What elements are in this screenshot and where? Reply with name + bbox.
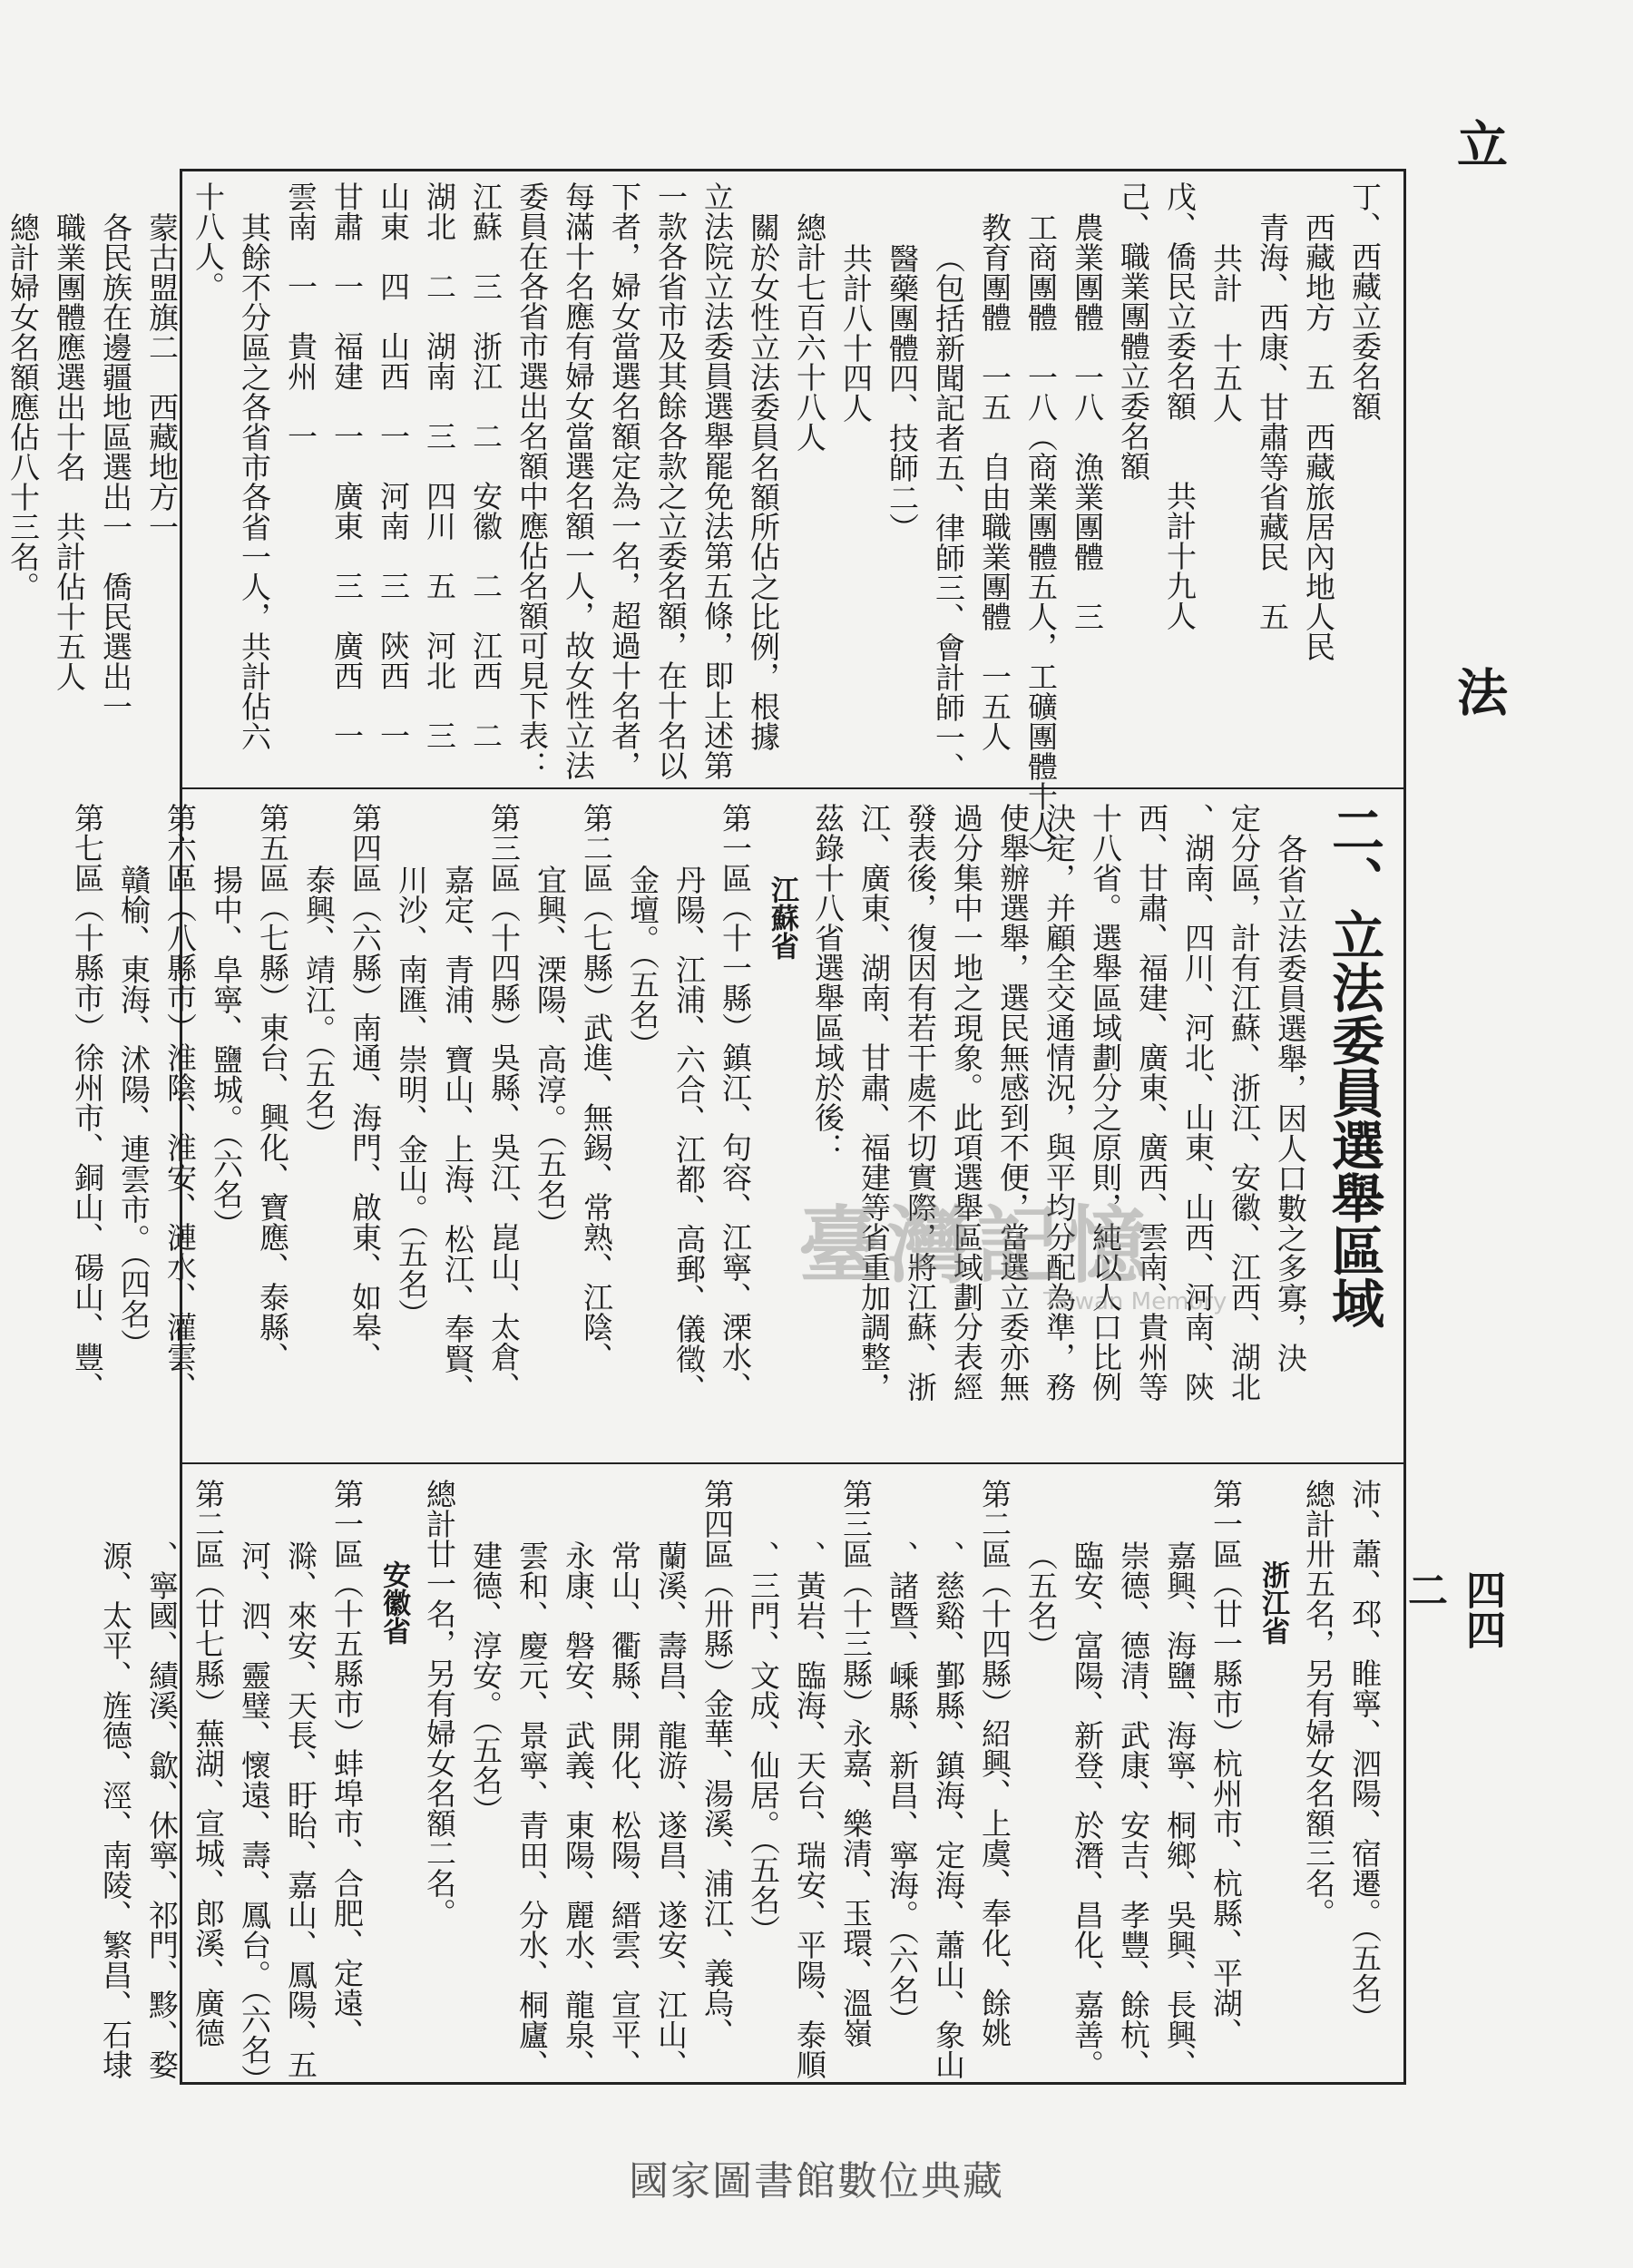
text-line: 青海、西康、甘肅等省藏民 五: [1255, 212, 1290, 631]
text-line: 委員在各省市選出名額中應佔名額可見下表：: [514, 181, 550, 780]
divider-top: [180, 787, 1406, 789]
text-line: 總計廿一名，另有婦女名額二名。: [422, 1479, 457, 1928]
text-line: 、湖南、四川、河北、山東、山西、河南、陝: [1180, 803, 1216, 1402]
text-line: 嘉定、青浦、寶山、上海、松江、奉賢、: [440, 865, 475, 1403]
bottom-panel: [98, 1479, 1388, 2095]
footer-caption: 國家圖書館數位典藏: [629, 2158, 1004, 2204]
text-line: 泰興、靖江。（五名）: [301, 865, 337, 1149]
divider-bottom: [180, 1462, 1406, 1464]
text-line: 江蘇 三 浙江 二 安徽 二 江西 二: [468, 181, 504, 750]
text-line: 十八人。: [191, 181, 226, 301]
header-char-1: 立: [1449, 118, 1509, 169]
text-line: 農業團體 一八 漁業團體 三: [1070, 212, 1105, 631]
text-line: 決定，并顧全交通情況，與平均分配為準，務: [1041, 803, 1077, 1402]
text-line: 雲南 一 貴州 一: [283, 181, 318, 451]
text-line: 、三門、文成、仙居。（五名）: [746, 1540, 781, 1945]
top-panel: [5, 181, 1388, 871]
text-line: （五名）: [1023, 1540, 1059, 1660]
text-line: 滁、來安、天長、盱眙、嘉山、鳳陽、五: [283, 1540, 318, 2079]
text-line: 山東 四 山西 一 河南 三 陝西 一: [376, 181, 411, 750]
text-line: 沛、蕭、邳、睢寧、泗陽、宿遷。（五名）: [1347, 1479, 1383, 2033]
text-line: 臨安、富陽、新登、於潛、昌化、嘉善。: [1070, 1540, 1105, 2079]
text-line: 、寧國、績溪、歙、休寧、祁門、黟、婺: [144, 1540, 180, 2079]
text-line: 總計婦女名額應佔八十三名。: [5, 212, 41, 601]
text-line: 常山、衢縣、開化、松陽、縉雲、宣平、: [607, 1540, 642, 2079]
section-title: 二、立法委員選舉區域: [1323, 803, 1384, 1329]
text-line: 第四區（六縣）南通、海門、啟東、如皋、: [347, 803, 383, 1372]
text-line: 每滿十名應有婦女當選名額一人，故女性立法: [561, 181, 596, 780]
page-number: 四四二: [1401, 1569, 1505, 1649]
text-line: 定分區，計有江蘇、浙江、安徽、江西、湖北: [1227, 803, 1262, 1402]
text-line: 一款各省市及其餘各款之立委名額，在十名以: [653, 181, 689, 780]
text-line: 立法院立法委員選舉罷免法第五條，即上述第: [699, 181, 735, 780]
text-line: 金壇。（五名）: [625, 865, 660, 1060]
text-line: 蘭溪、壽昌、龍游、遂昌、遂安、江山、: [653, 1540, 689, 2079]
text-line: 西藏地方 五 西藏旅居內地人民: [1301, 212, 1336, 661]
text-line: 第三區（十三縣）永嘉、樂清、玉環、溫嶺: [838, 1479, 874, 2048]
text-line: 醫藥團體四、技師二）: [885, 243, 920, 543]
text-line: 發表後，復因有若干處不切實際，將江蘇、浙: [903, 803, 938, 1402]
text-line: 工商團體 一八（商業團體五人，工礦團體十人）: [1023, 212, 1059, 871]
text-line: 丹陽、江浦、六合、江都、高郵、儀徵、: [671, 865, 707, 1403]
text-line: 第一區（廿一縣市）杭州市、杭縣、平湖、: [1208, 1479, 1244, 2048]
text-line: 西、甘肅、福建、廣東、廣西、雲南、貴州等: [1134, 803, 1169, 1402]
text-line: 十八省。選舉區域劃分之原則，純以人口比例: [1088, 803, 1123, 1402]
text-line: 建德、淳安。（五名）: [468, 1540, 504, 1825]
text-line: 、慈谿、鄞縣、鎮海、定海、蕭山、象山: [931, 1540, 966, 2079]
text-line: 湖北 二 湖南 三 四川 五 河北 三: [422, 181, 457, 750]
text-line: 江、廣東、湖南、甘肅、福建等省重加調整，: [856, 803, 892, 1402]
text-line: 第五區（七縣）東台、興化、寶應、泰縣、: [255, 803, 290, 1372]
text-line: 源、太平、旌德、涇、南陵、繁昌、石埭: [98, 1540, 133, 2079]
text-line: 共計 十五人: [1208, 243, 1244, 423]
text-line: 各民族在邊疆地區選出一 僑民選出一: [98, 212, 133, 721]
text-line: 第二區（廿七縣）蕪湖、宣城、郎溪、廣德: [191, 1479, 226, 2048]
text-line: 崇德、德清、武康、安吉、孝豐、餘杭、: [1116, 1540, 1151, 2079]
text-line: 下者，婦女當選名額定為一名，超過十名者，: [607, 181, 642, 780]
text-line: （包括新聞記者五、律師三、會計師一、: [931, 243, 966, 782]
text-line: 嘉興、海鹽、海寧、桐鄉、吳興、長興、: [1162, 1540, 1198, 2079]
text-line: 第六區（八縣市）淮陰、淮安、漣水、灌雲、: [162, 803, 198, 1402]
text-line: 川沙、南匯、崇明、金山。（五名）: [394, 865, 429, 1329]
text-line: 丁、西藏立委名額: [1347, 181, 1383, 421]
text-line: 己、職業團體立委名額: [1116, 181, 1151, 481]
running-header: [1415, 118, 1515, 717]
text-line: 第三區（十四縣）吳縣、吳江、崑山、太倉、: [486, 803, 522, 1402]
province-heading: 江蘇省: [766, 875, 798, 960]
text-line: 過分集中一地之現象。此項選舉區域劃分表經: [949, 803, 984, 1402]
text-line: 蒙古盟旗二 西藏地方一: [144, 212, 180, 542]
text-line: 揚中、阜寧、鹽城。（六名）: [209, 865, 244, 1239]
text-line: 第一區（十一縣）鎮江、句容、江寧、溧水、: [718, 803, 753, 1402]
text-line: 第二區（十四縣）紹興、上虞、奉化、餘姚: [977, 1479, 1012, 2048]
watermark-subtext: Taiwan Memory: [1043, 1288, 1227, 1315]
text-line: 總計七百六十八人: [792, 212, 827, 452]
text-line: 第一區（十五縣市）蚌埠市、合肥、定遠、: [329, 1479, 365, 2048]
text-line: 永康、磐安、武義、東陽、麗水、龍泉、: [561, 1540, 596, 2079]
text-line: 河、泗、靈璧、懷遠、壽、鳳台。（六名）: [237, 1540, 272, 2095]
text-line: 贛榆、東海、沭陽、連雲市。（四名）: [116, 865, 152, 1359]
text-line: 使舉辦選舉，選民無感到不便，當選立委亦無: [995, 803, 1031, 1402]
text-line: 第二區（七縣）武進、無錫、常熟、江陰、: [579, 803, 614, 1372]
text-line: 職業團體應選出十名 共計佔十五人: [52, 212, 87, 691]
text-line: 茲錄十八省選舉區域於後：: [810, 803, 846, 1162]
text-line: 第七區（十縣市）徐州市、銅山、碭山、豐、: [70, 803, 105, 1402]
text-line: 、黃岩、臨海、天台、瑞安、平陽、泰順: [792, 1540, 827, 2079]
province-heading: 浙江省: [1257, 1560, 1289, 1645]
text-line: 第四區（卅縣）金華、湯溪、浦江、義烏、: [699, 1479, 735, 2048]
header-char-2: 法: [1449, 666, 1509, 717]
text-line: 甘肅 一 福建 一 廣東 三 廣西 一: [329, 181, 365, 750]
text-line: 各省立法委員選舉，因人口數之多寡，決: [1273, 834, 1308, 1373]
text-line: 宜興、溧陽、高淳。（五名）: [533, 865, 568, 1239]
text-line: 其餘不分區之各省市各省一人，共計佔六: [237, 212, 272, 751]
text-line: 教育團體 一五 自由職業團體 一五人: [977, 212, 1012, 751]
text-line: 關於女性立法委員名額所佔之比例，根據: [746, 212, 781, 751]
text-line: 共計八十四人: [838, 243, 874, 423]
text-line: 雲和、慶元、景寧、青田、分水、桐廬、: [514, 1540, 550, 2079]
province-heading: 安徽省: [377, 1560, 410, 1645]
middle-panel: [70, 803, 1388, 1438]
text-line: 總計卅五名，另有婦女名額三名。: [1301, 1479, 1336, 1928]
watermark-text: 臺灣記憶: [798, 1197, 1155, 1295]
text-line: 戊、僑民立委名額 共計十九人: [1162, 181, 1198, 631]
text-line: 、諸暨、嵊縣、新昌、寧海。（六名）: [885, 1540, 920, 2035]
